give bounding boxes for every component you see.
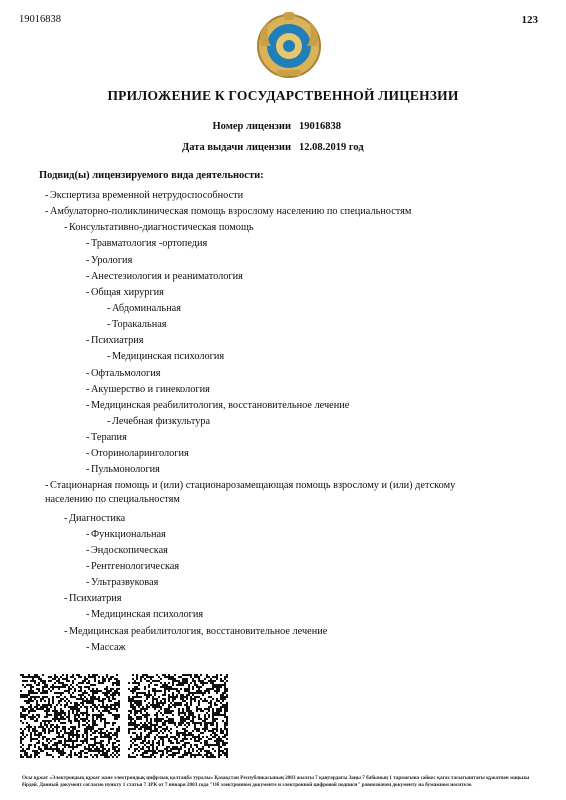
license-number-value: 19016838 xyxy=(299,121,341,132)
list-item: - Медицинская психология xyxy=(86,609,204,620)
list-item: - Психиатрия xyxy=(64,593,122,604)
list-item: - Абдоминальная xyxy=(107,303,181,314)
list-item: - Общая хирургия xyxy=(86,287,164,298)
subtitle: Подвид(ы) лицензируемого вида деятельности: xyxy=(39,170,264,181)
list-item: - Массаж xyxy=(86,642,126,653)
license-date-value: 12.08.2019 год xyxy=(299,142,364,153)
state-emblem-icon xyxy=(255,12,323,80)
list-item: - Пульмонология xyxy=(86,464,160,475)
list-item: - Анестезиология и реаниматология xyxy=(86,271,243,282)
list-item: - Функциональная xyxy=(86,529,166,540)
list-item: - Акушерство и гинекология xyxy=(86,384,210,395)
list-item: - Лечебная физкультура xyxy=(107,416,211,427)
document-title: ПРИЛОЖЕНИЕ К ГОСУДАРСТВЕННОЙ ЛИЦЕНЗИИ xyxy=(107,88,459,103)
list-item: - Травматология -ортопедия xyxy=(86,238,208,249)
list-item: - Амбулаторно-поликлиническая помощь взрослому населению по специальностям xyxy=(45,206,412,217)
list-item: - Экспертиза временной нетрудоспособности xyxy=(45,190,244,201)
list-item: - Медицинская реабилитология, восстановительное лечение xyxy=(86,400,350,411)
list-item: - Стационарная помощь и (или) стационарозамещающая помощь взрослому и (или) детскому населению по специальностям xyxy=(45,480,456,505)
list-item: - Рентгенологическая xyxy=(86,561,180,572)
list-item: - Диагностика xyxy=(64,513,126,524)
list-item: - Оториноларингология xyxy=(86,448,189,459)
list-item: - Торакальная xyxy=(107,319,167,330)
list-item: - Эндоскопическая xyxy=(86,545,168,556)
legal-footer: Осы құжат «Электрондық құжат және электрондық цифрлық қолтаңба туралы» Қазақстан Республикасының 2003 жылғы 7 қаңтардағы Заңы 7 бабының 1 тармағына сәйкес қағаз тасығыштағы құжатпен маңызы бірдей. Данный документ согласно пункту 1 статьи 7 ЗРК от 7 января 2003 года "Об электронном документе и электронной цифровой подписи" равнозначен документу на бумажном носителе. xyxy=(22,775,530,788)
list-item: - Урология xyxy=(86,255,133,266)
list-item: - Консультативно-диагностическая помощь xyxy=(64,222,254,233)
qr-code-icon xyxy=(128,674,228,758)
license-number-label: Номер лицензии xyxy=(212,121,291,132)
list-item: - Терапия xyxy=(86,432,127,443)
qr-code-icon xyxy=(20,674,120,758)
list-item: - Психиатрия xyxy=(86,335,144,346)
list-item: - Ультразвуковая xyxy=(86,577,159,588)
list-item: - Медицинская психология xyxy=(107,351,225,362)
list-item: - Медицинская реабилитология, восстановительное лечение xyxy=(64,626,328,637)
doc-number-left: 19016838 xyxy=(19,14,61,25)
page-number: 123 xyxy=(521,14,538,26)
license-date-label: Дата выдачи лицензии xyxy=(182,142,291,153)
list-item: - Офтальмология xyxy=(86,368,161,379)
